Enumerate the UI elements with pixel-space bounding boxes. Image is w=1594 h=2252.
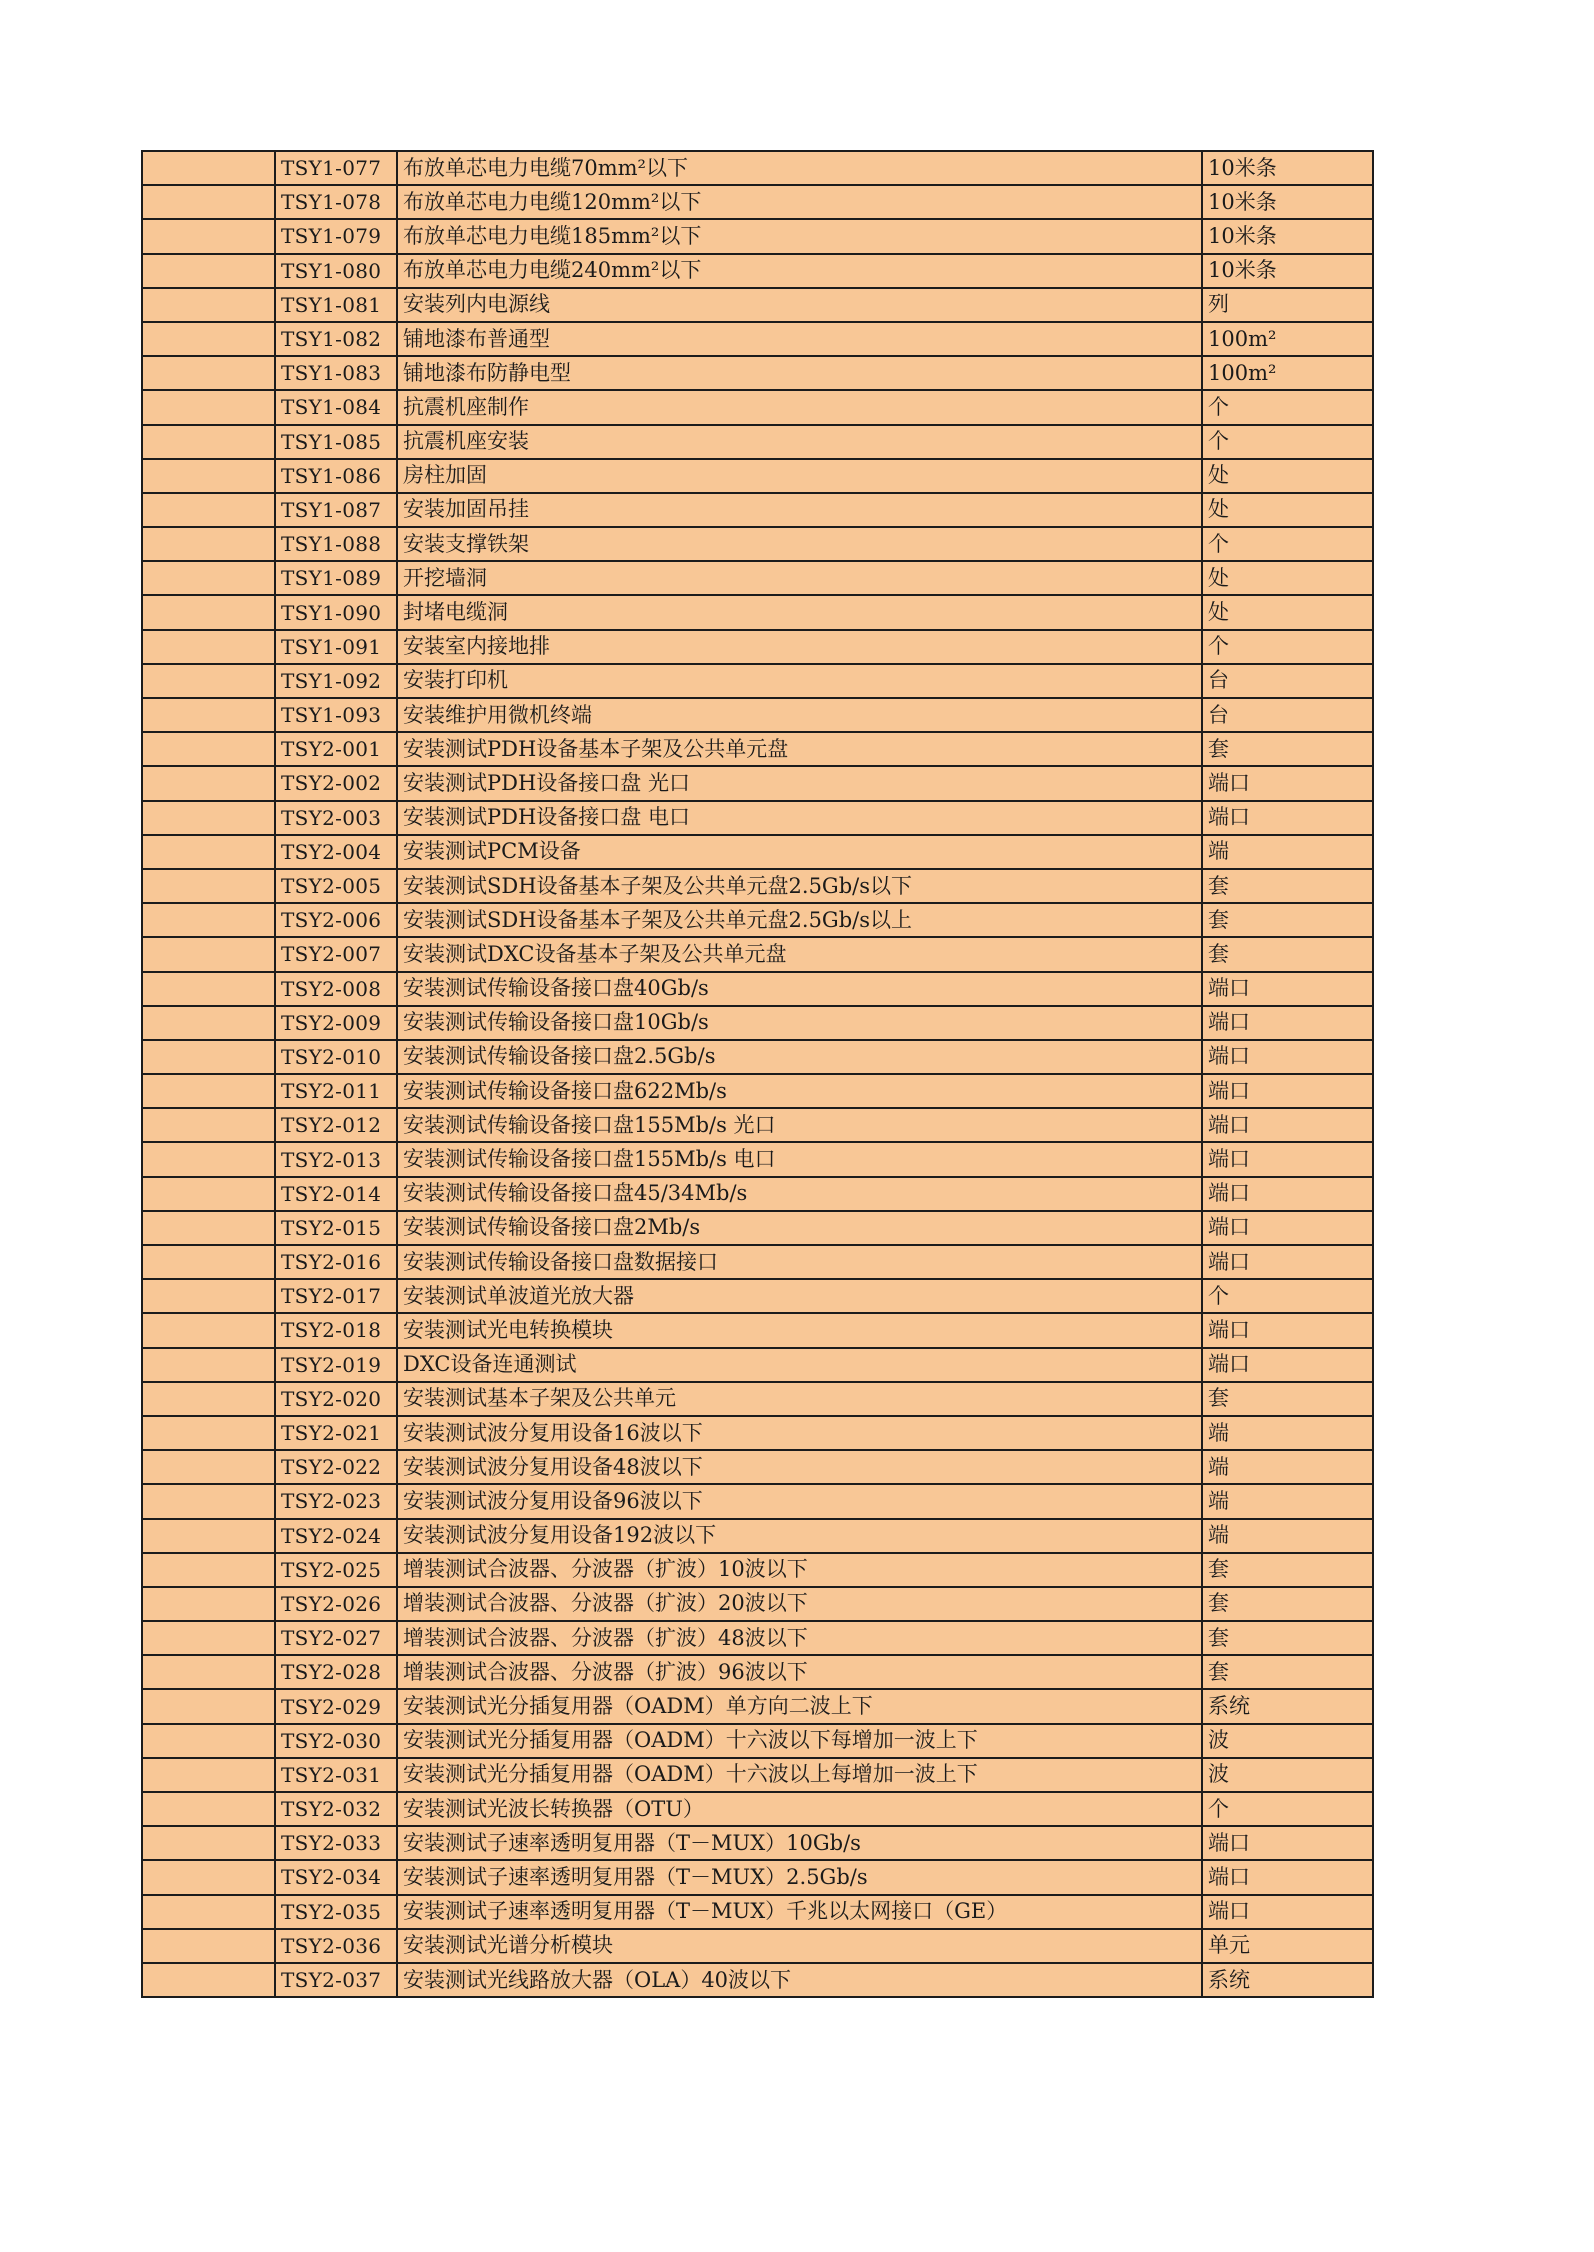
table-row xyxy=(142,1211,1373,1245)
item-unit-cell: 端 xyxy=(1202,1416,1373,1450)
item-unit-cell: 端口 xyxy=(1202,1211,1373,1245)
blank-cell xyxy=(142,322,275,356)
item-name-cell: 安装测试光电转换模块 xyxy=(397,1313,1202,1347)
item-unit-cell: 个 xyxy=(1202,425,1373,459)
blank-cell xyxy=(142,664,275,698)
item-code-cell: TSY2-012 xyxy=(275,1108,397,1142)
table-row xyxy=(142,1758,1373,1792)
item-unit-cell: 处 xyxy=(1202,595,1373,629)
item-name-cell: 安装测试传输设备接口盘45/34Mb/s xyxy=(397,1177,1202,1211)
blank-cell xyxy=(142,1929,275,1963)
table-row xyxy=(142,1860,1373,1894)
item-unit-cell: 端口 xyxy=(1202,1860,1373,1894)
table-row xyxy=(142,288,1373,322)
item-name-cell: 安装测试传输设备接口盘40Gb/s xyxy=(397,972,1202,1006)
item-code-cell: TSY2-007 xyxy=(275,937,397,971)
item-code-cell: TSY2-023 xyxy=(275,1484,397,1518)
item-unit-cell: 波 xyxy=(1202,1724,1373,1758)
table-row xyxy=(142,1450,1373,1484)
item-name-cell: 封堵电缆洞 xyxy=(397,595,1202,629)
item-name-cell: 安装测试PDH设备基本子架及公共单元盘 xyxy=(397,732,1202,766)
table-row xyxy=(142,1348,1373,1382)
item-unit-cell: 单元 xyxy=(1202,1929,1373,1963)
item-name-cell: 铺地漆布防静电型 xyxy=(397,356,1202,390)
item-name-cell: 安装测试光分插复用器（OADM）十六波以下每增加一波上下 xyxy=(397,1724,1202,1758)
table-row xyxy=(142,1040,1373,1074)
item-unit-cell: 套 xyxy=(1202,903,1373,937)
item-code-cell: TSY1-093 xyxy=(275,698,397,732)
blank-cell xyxy=(142,698,275,732)
table-row xyxy=(142,459,1373,493)
table-row xyxy=(142,1142,1373,1176)
item-code-cell: TSY1-084 xyxy=(275,390,397,424)
blank-cell xyxy=(142,390,275,424)
item-code-cell: TSY1-091 xyxy=(275,630,397,664)
blank-cell xyxy=(142,1655,275,1689)
item-name-cell: 安装测试SDH设备基本子架及公共单元盘2.5Gb/s以上 xyxy=(397,903,1202,937)
item-code-cell: TSY2-028 xyxy=(275,1655,397,1689)
item-name-cell: 安装列内电源线 xyxy=(397,288,1202,322)
table-row xyxy=(142,390,1373,424)
item-unit-cell: 端口 xyxy=(1202,1108,1373,1142)
item-code-cell: TSY1-078 xyxy=(275,185,397,219)
item-unit-cell: 列 xyxy=(1202,288,1373,322)
table-row xyxy=(142,869,1373,903)
item-code-cell: TSY2-021 xyxy=(275,1416,397,1450)
item-name-cell: 房柱加固 xyxy=(397,459,1202,493)
table-row xyxy=(142,766,1373,800)
table-row xyxy=(142,1826,1373,1860)
blank-cell xyxy=(142,1621,275,1655)
item-unit-cell: 套 xyxy=(1202,1587,1373,1621)
blank-cell xyxy=(142,1553,275,1587)
item-name-cell: 安装测试传输设备接口盘155Mb/s 电口 xyxy=(397,1142,1202,1176)
item-unit-cell: 端口 xyxy=(1202,1142,1373,1176)
item-unit-cell: 端口 xyxy=(1202,1895,1373,1929)
item-name-cell: 抗震机座制作 xyxy=(397,390,1202,424)
item-unit-cell: 个 xyxy=(1202,1792,1373,1826)
item-name-cell: DXC设备连通测试 xyxy=(397,1348,1202,1382)
item-unit-cell: 系统 xyxy=(1202,1963,1373,1997)
item-code-cell: TSY1-079 xyxy=(275,219,397,253)
blank-cell xyxy=(142,1895,275,1929)
item-code-cell: TSY2-036 xyxy=(275,1929,397,1963)
item-unit-cell: 端 xyxy=(1202,1450,1373,1484)
table-row xyxy=(142,425,1373,459)
blank-cell xyxy=(142,1040,275,1074)
blank-cell xyxy=(142,1142,275,1176)
item-name-cell: 安装测试子速率透明复用器（T－MUX）千兆以太网接口（GE） xyxy=(397,1895,1202,1929)
item-unit-cell: 个 xyxy=(1202,527,1373,561)
table-row xyxy=(142,1963,1373,1997)
item-code-cell: TSY2-025 xyxy=(275,1553,397,1587)
blank-cell xyxy=(142,1382,275,1416)
table-row xyxy=(142,1177,1373,1211)
blank-cell xyxy=(142,630,275,664)
item-name-cell: 安装测试传输设备接口盘2.5Gb/s xyxy=(397,1040,1202,1074)
blank-cell xyxy=(142,937,275,971)
blank-cell xyxy=(142,1484,275,1518)
table-row xyxy=(142,1621,1373,1655)
item-name-cell: 安装测试PDH设备接口盘 光口 xyxy=(397,766,1202,800)
blank-cell xyxy=(142,1860,275,1894)
blank-cell xyxy=(142,1450,275,1484)
item-name-cell: 抗震机座安装 xyxy=(397,425,1202,459)
item-unit-cell: 个 xyxy=(1202,630,1373,664)
item-unit-cell: 端口 xyxy=(1202,1245,1373,1279)
item-name-cell: 安装测试光谱分析模块 xyxy=(397,1929,1202,1963)
item-code-cell: TSY2-017 xyxy=(275,1279,397,1313)
item-unit-cell: 10米条 xyxy=(1202,219,1373,253)
blank-cell xyxy=(142,288,275,322)
blank-cell xyxy=(142,459,275,493)
blank-cell xyxy=(142,1348,275,1382)
item-code-cell: TSY1-089 xyxy=(275,561,397,595)
item-code-cell: TSY2-010 xyxy=(275,1040,397,1074)
item-code-cell: TSY2-016 xyxy=(275,1245,397,1279)
blank-cell xyxy=(142,1108,275,1142)
item-name-cell: 安装加固吊挂 xyxy=(397,493,1202,527)
table-row xyxy=(142,185,1373,219)
item-name-cell: 布放单芯电力电缆240mm²以下 xyxy=(397,254,1202,288)
blank-cell xyxy=(142,425,275,459)
item-code-cell: TSY2-034 xyxy=(275,1860,397,1894)
blank-cell xyxy=(142,493,275,527)
item-name-cell: 安装测试光波长转换器（OTU） xyxy=(397,1792,1202,1826)
table-row xyxy=(142,254,1373,288)
item-unit-cell: 端口 xyxy=(1202,1040,1373,1074)
item-name-cell: 布放单芯电力电缆70mm²以下 xyxy=(397,151,1202,185)
table-row xyxy=(142,903,1373,937)
item-name-cell: 铺地漆布普通型 xyxy=(397,322,1202,356)
blank-cell xyxy=(142,219,275,253)
item-code-cell: TSY2-009 xyxy=(275,1006,397,1040)
item-name-cell: 安装测试DXC设备基本子架及公共单元盘 xyxy=(397,937,1202,971)
item-unit-cell: 处 xyxy=(1202,459,1373,493)
blank-cell xyxy=(142,1792,275,1826)
blank-cell xyxy=(142,1279,275,1313)
item-code-cell: TSY2-022 xyxy=(275,1450,397,1484)
item-code-cell: TSY2-001 xyxy=(275,732,397,766)
table-row xyxy=(142,972,1373,1006)
item-unit-cell: 处 xyxy=(1202,493,1373,527)
blank-cell xyxy=(142,766,275,800)
item-unit-cell: 端口 xyxy=(1202,766,1373,800)
blank-cell xyxy=(142,561,275,595)
item-unit-cell: 波 xyxy=(1202,1758,1373,1792)
blank-cell xyxy=(142,1074,275,1108)
item-unit-cell: 端口 xyxy=(1202,1348,1373,1382)
item-name-cell: 安装测试基本子架及公共单元 xyxy=(397,1382,1202,1416)
item-code-cell: TSY1-081 xyxy=(275,288,397,322)
item-name-cell: 增装测试合波器、分波器（扩波）48波以下 xyxy=(397,1621,1202,1655)
table-row xyxy=(142,1382,1373,1416)
blank-cell xyxy=(142,1689,275,1723)
item-name-cell: 安装支撑铁架 xyxy=(397,527,1202,561)
item-code-cell: TSY2-013 xyxy=(275,1142,397,1176)
item-code-cell: TSY2-003 xyxy=(275,801,397,835)
item-code-cell: TSY2-033 xyxy=(275,1826,397,1860)
item-code-cell: TSY1-087 xyxy=(275,493,397,527)
table-row xyxy=(142,1416,1373,1450)
item-code-cell: TSY2-024 xyxy=(275,1519,397,1553)
item-name-cell: 安装测试波分复用设备16波以下 xyxy=(397,1416,1202,1450)
table-row xyxy=(142,356,1373,390)
blank-cell xyxy=(142,1211,275,1245)
item-code-cell: TSY2-006 xyxy=(275,903,397,937)
table-row xyxy=(142,1519,1373,1553)
item-unit-cell: 套 xyxy=(1202,1655,1373,1689)
table-row xyxy=(142,1108,1373,1142)
item-unit-cell: 处 xyxy=(1202,561,1373,595)
item-unit-cell: 端 xyxy=(1202,1519,1373,1553)
item-name-cell: 安装测试光线路放大器（OLA）40波以下 xyxy=(397,1963,1202,1997)
blank-cell xyxy=(142,1724,275,1758)
item-name-cell: 安装测试传输设备接口盘155Mb/s 光口 xyxy=(397,1108,1202,1142)
blank-cell xyxy=(142,903,275,937)
item-name-cell: 安装测试波分复用设备96波以下 xyxy=(397,1484,1202,1518)
table-row xyxy=(142,732,1373,766)
table-row xyxy=(142,219,1373,253)
item-name-cell: 布放单芯电力电缆185mm²以下 xyxy=(397,219,1202,253)
item-code-cell: TSY2-008 xyxy=(275,972,397,1006)
item-unit-cell: 套 xyxy=(1202,1382,1373,1416)
blank-cell xyxy=(142,972,275,1006)
item-code-cell: TSY2-018 xyxy=(275,1313,397,1347)
table-row xyxy=(142,1655,1373,1689)
item-unit-cell: 10米条 xyxy=(1202,151,1373,185)
table-row xyxy=(142,1074,1373,1108)
item-name-cell: 增装测试合波器、分波器（扩波）10波以下 xyxy=(397,1553,1202,1587)
table-row xyxy=(142,835,1373,869)
blank-cell xyxy=(142,1006,275,1040)
item-unit-cell: 端口 xyxy=(1202,801,1373,835)
item-name-cell: 安装测试PDH设备接口盘 电口 xyxy=(397,801,1202,835)
item-code-cell: TSY2-019 xyxy=(275,1348,397,1382)
table-row xyxy=(142,595,1373,629)
table-row xyxy=(142,801,1373,835)
blank-cell xyxy=(142,527,275,561)
item-code-cell: TSY1-092 xyxy=(275,664,397,698)
table-row xyxy=(142,1895,1373,1929)
blank-cell xyxy=(142,801,275,835)
table-row xyxy=(142,322,1373,356)
item-code-cell: TSY1-077 xyxy=(275,151,397,185)
item-code-cell: TSY2-027 xyxy=(275,1621,397,1655)
item-unit-cell: 端口 xyxy=(1202,1826,1373,1860)
table-row xyxy=(142,1929,1373,1963)
blank-cell xyxy=(142,835,275,869)
table-row xyxy=(142,1313,1373,1347)
item-name-cell: 安装测试单波道光放大器 xyxy=(397,1279,1202,1313)
item-name-cell: 安装测试PCM设备 xyxy=(397,835,1202,869)
blank-cell xyxy=(142,356,275,390)
blank-cell xyxy=(142,254,275,288)
item-code-cell: TSY2-032 xyxy=(275,1792,397,1826)
item-code-cell: TSY2-014 xyxy=(275,1177,397,1211)
table-row xyxy=(142,1553,1373,1587)
item-code-cell: TSY2-004 xyxy=(275,835,397,869)
item-name-cell: 安装测试SDH设备基本子架及公共单元盘2.5Gb/s以下 xyxy=(397,869,1202,903)
item-code-cell: TSY2-035 xyxy=(275,1895,397,1929)
blank-cell xyxy=(142,1826,275,1860)
blank-cell xyxy=(142,595,275,629)
table-row xyxy=(142,630,1373,664)
item-unit-cell: 套 xyxy=(1202,732,1373,766)
item-name-cell: 增装测试合波器、分波器（扩波）20波以下 xyxy=(397,1587,1202,1621)
quota-table-body xyxy=(142,151,1373,1997)
table-row xyxy=(142,1724,1373,1758)
item-name-cell: 安装室内接地排 xyxy=(397,630,1202,664)
table-row xyxy=(142,561,1373,595)
item-unit-cell: 端口 xyxy=(1202,1177,1373,1211)
item-unit-cell: 台 xyxy=(1202,664,1373,698)
table-row xyxy=(142,1006,1373,1040)
item-unit-cell: 个 xyxy=(1202,390,1373,424)
item-unit-cell: 台 xyxy=(1202,698,1373,732)
table-row xyxy=(142,1245,1373,1279)
item-code-cell: TSY1-080 xyxy=(275,254,397,288)
item-name-cell: 安装测试光分插复用器（OADM）十六波以上每增加一波上下 xyxy=(397,1758,1202,1792)
item-name-cell: 安装测试光分插复用器（OADM）单方向二波上下 xyxy=(397,1689,1202,1723)
item-unit-cell: 端 xyxy=(1202,1484,1373,1518)
item-code-cell: TSY1-083 xyxy=(275,356,397,390)
table-row xyxy=(142,1689,1373,1723)
item-unit-cell: 套 xyxy=(1202,1553,1373,1587)
item-name-cell: 增装测试合波器、分波器（扩波）96波以下 xyxy=(397,1655,1202,1689)
item-unit-cell: 套 xyxy=(1202,1621,1373,1655)
item-unit-cell: 套 xyxy=(1202,869,1373,903)
item-name-cell: 安装测试波分复用设备48波以下 xyxy=(397,1450,1202,1484)
item-name-cell: 安装测试传输设备接口盘数据接口 xyxy=(397,1245,1202,1279)
item-name-cell: 开挖墙洞 xyxy=(397,561,1202,595)
item-code-cell: TSY1-088 xyxy=(275,527,397,561)
item-name-cell: 安装测试传输设备接口盘2Mb/s xyxy=(397,1211,1202,1245)
item-code-cell: TSY2-026 xyxy=(275,1587,397,1621)
table-row xyxy=(142,1484,1373,1518)
item-code-cell: TSY2-005 xyxy=(275,869,397,903)
item-unit-cell: 套 xyxy=(1202,937,1373,971)
item-name-cell: 安装测试传输设备接口盘622Mb/s xyxy=(397,1074,1202,1108)
item-name-cell: 安装测试波分复用设备192波以下 xyxy=(397,1519,1202,1553)
item-code-cell: TSY2-031 xyxy=(275,1758,397,1792)
table-row xyxy=(142,527,1373,561)
item-name-cell: 布放单芯电力电缆120mm²以下 xyxy=(397,185,1202,219)
item-code-cell: TSY2-029 xyxy=(275,1689,397,1723)
blank-cell xyxy=(142,151,275,185)
table-row xyxy=(142,698,1373,732)
item-unit-cell: 100m² xyxy=(1202,322,1373,356)
item-code-cell: TSY1-086 xyxy=(275,459,397,493)
item-code-cell: TSY2-015 xyxy=(275,1211,397,1245)
quota-table xyxy=(141,150,1374,1998)
blank-cell xyxy=(142,1519,275,1553)
item-unit-cell: 端口 xyxy=(1202,1074,1373,1108)
item-unit-cell: 10米条 xyxy=(1202,254,1373,288)
item-unit-cell: 系统 xyxy=(1202,1689,1373,1723)
table-row xyxy=(142,664,1373,698)
item-name-cell: 安装打印机 xyxy=(397,664,1202,698)
item-unit-cell: 端口 xyxy=(1202,1006,1373,1040)
item-unit-cell: 10米条 xyxy=(1202,185,1373,219)
item-code-cell: TSY2-002 xyxy=(275,766,397,800)
blank-cell xyxy=(142,1313,275,1347)
table-row xyxy=(142,1587,1373,1621)
blank-cell xyxy=(142,1416,275,1450)
item-name-cell: 安装测试传输设备接口盘10Gb/s xyxy=(397,1006,1202,1040)
item-name-cell: 安装测试子速率透明复用器（T－MUX）10Gb/s xyxy=(397,1826,1202,1860)
table-row xyxy=(142,151,1373,185)
blank-cell xyxy=(142,1245,275,1279)
item-unit-cell: 端口 xyxy=(1202,972,1373,1006)
item-unit-cell: 端口 xyxy=(1202,1313,1373,1347)
item-unit-cell: 100m² xyxy=(1202,356,1373,390)
item-code-cell: TSY2-011 xyxy=(275,1074,397,1108)
item-unit-cell: 端 xyxy=(1202,835,1373,869)
table-row xyxy=(142,1792,1373,1826)
item-code-cell: TSY2-030 xyxy=(275,1724,397,1758)
item-name-cell: 安装测试子速率透明复用器（T－MUX）2.5Gb/s xyxy=(397,1860,1202,1894)
item-code-cell: TSY2-020 xyxy=(275,1382,397,1416)
blank-cell xyxy=(142,1177,275,1211)
blank-cell xyxy=(142,1963,275,1997)
item-code-cell: TSY2-037 xyxy=(275,1963,397,1997)
blank-cell xyxy=(142,869,275,903)
blank-cell xyxy=(142,732,275,766)
item-code-cell: TSY1-082 xyxy=(275,322,397,356)
table-row xyxy=(142,1279,1373,1313)
item-name-cell: 安装维护用微机终端 xyxy=(397,698,1202,732)
blank-cell xyxy=(142,1587,275,1621)
item-unit-cell: 个 xyxy=(1202,1279,1373,1313)
blank-cell xyxy=(142,185,275,219)
item-code-cell: TSY1-090 xyxy=(275,595,397,629)
item-code-cell: TSY1-085 xyxy=(275,425,397,459)
table-row xyxy=(142,937,1373,971)
blank-cell xyxy=(142,1758,275,1792)
table-row xyxy=(142,493,1373,527)
